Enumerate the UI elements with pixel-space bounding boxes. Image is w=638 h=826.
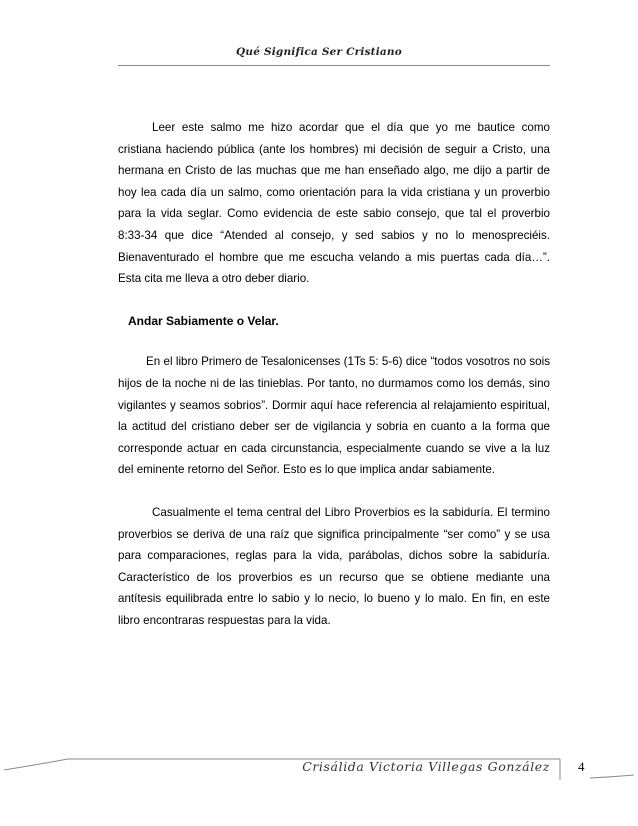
footer-author: Crisálida Victoria Villegas González xyxy=(302,759,550,774)
paragraph-3: Casualmente el tema central del Libro Proverbios es la sabiduría. El termino proverbios se deriva de una raíz que significa principalmente “ser como” y se usa para comparaciones, reglas para la vida, parábolas, dichos sobre la sabiduría. Característico de los proverbios es un recurso que se obtiene mediante una antítesis equilibrada entre lo sabio y lo necio, lo bueno y lo malo. En fin, en este libro encontraras respuestas para la vida. xyxy=(118,505,550,627)
paragraph-spacer xyxy=(118,290,550,311)
paragraph-2: En el libro Primero de Tesalonicenses (1Ts 5: 5-6) dice “todos vosotros no sois hijos de la noche ni de las tinieblas. Por tanto, no durmamos como los demás, sino vigilantes y seamos sobrios”. Dormir aquí hace referencia al relajamiento espiritual, la actitud del cristiano deber ser de vigilancia y sobria en cuanto a la forma que corresponde actuar en cada circunstancia, especialmente cuando se vive a la luz del eminente retorno del Señor. Esto es lo que implica andar sabiamente. xyxy=(118,355,550,477)
header-divider xyxy=(118,65,550,66)
page-number: 4 xyxy=(578,759,585,774)
paragraph-spacer xyxy=(118,332,550,351)
section-heading: Andar Sabiamente o Velar. xyxy=(128,313,279,328)
paragraph-spacer xyxy=(118,481,550,502)
paragraph-1: Leer este salmo me hizo acordar que el día que yo me bautice como cristiana haciendo pública (ante los hombres) mi decisión de seguir a Cristo, una hermana en Cristo de las muchas que me han enseñado algo, me dijo a partir de hoy lea cada día un salmo, como orientación para la vida cristiana y un proverbio para la vida seglar. Como evidencia de este sabio consejo, que tal el proverbio 8:33-34 que dice “Atended al consejo, y sed sabios y no lo menospreciéis. Bienaventurado el hombre que me escucha velando a mis puertas cada día…”. Esta cita me lleva a otro deber diario. xyxy=(118,121,550,286)
page-header-title: Qué Significa Ser Cristiano xyxy=(236,46,402,58)
document-body xyxy=(118,117,550,631)
